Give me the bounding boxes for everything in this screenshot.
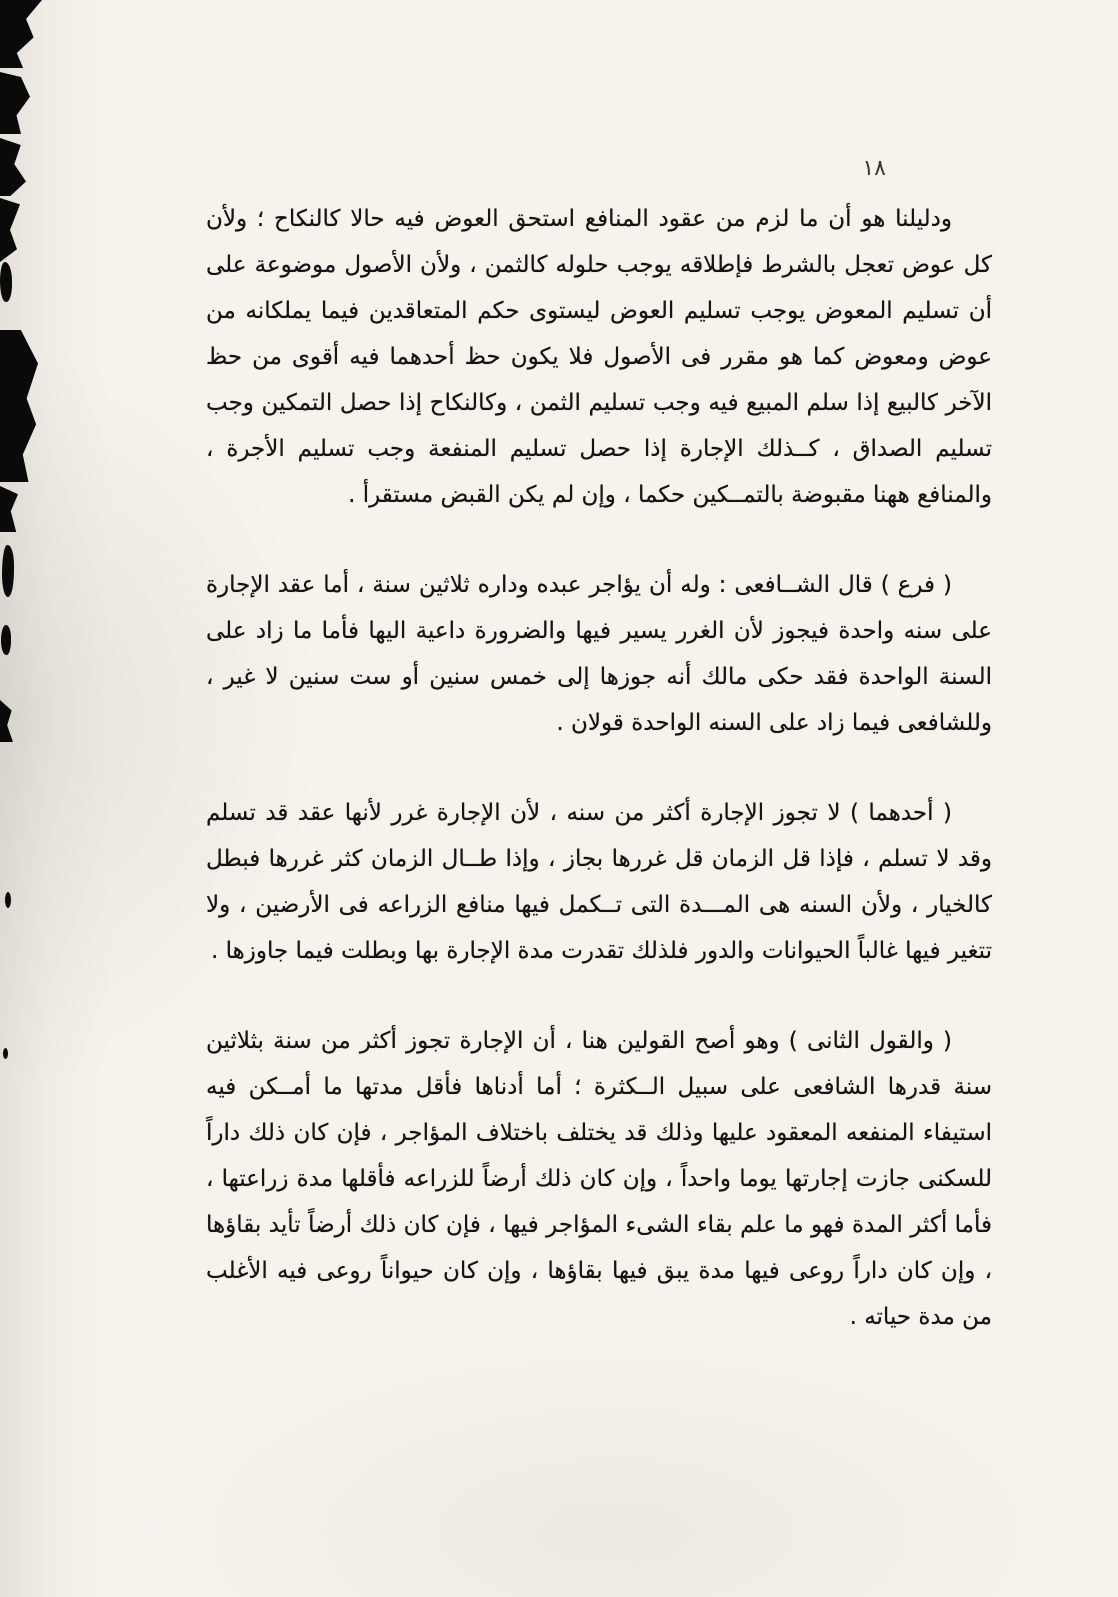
ink-smudge (0, 700, 13, 742)
ink-smudge (0, 138, 26, 196)
ink-smudge (0, 330, 38, 482)
ink-smudge (0, 486, 18, 532)
paragraph: ( فرع ) قال الشــافعى : وله أن يؤاجر عبده وداره ثلاثين سنة ، أما عقد الإجارة على سنه واحدة فيجوز لأن الغرر يسير فيها والضرورة داعية اليها فأما ما زاد على السنة الواحدة فقد حكى مالك أنه جوزها إلى خمس سنين أو ست سنين لا غير ، وللشافعى فيما زاد على السنه الواحدة قولان . (206, 572, 992, 736)
paragraph: ( والقول الثانى ) وهو أصح القولين هنا ، أن الإجارة تجوز أكثر من سنة بثلاثين سنة قدرها الشافعى على سبيل الــكثرة ؛ أما أدناها فأقل مدتها ما أمــكن فيه استيفاء المنفعه المعقود عليها وذلك قد يختلف باختلاف المؤاجر ، فإن كان ذلك داراً للسكنى جازت إجارتها يوما واحداً ، وإن كان ذلك أرضاً للزراعه فأقلها مدة زراعتها ، فأما أكثر المدة فهو ما علم بقاء الشىء المؤاجر فيها ، فإن كان ذلك أرضاً تأيد بقاؤها ، وإن كان داراً روعى فيها مدة يبق فيها بقاؤها ، وإن كان حيواناً روعى فيه الأغلب من مدة حياته . (206, 1028, 992, 1330)
paragraph: ودليلنا هو أن ما لزم من عقود المنافع استحق العوض فيه حالا كالنكاح ؛ ولأن كل عوض تعجل بالشرط فإطلاقه يوجب حلوله كالثمن ، ولأن الأصول موضوعة على أن تسليم المعوض يوجب تسليم العوض ليستوى حكم المتعاقدين فيما يملكانه من عوض ومعوض كما هو مقرر فى الأصول فلا يكون حظ أحدهما فيه أقوى من حظ الآخر كالبيع إذا سلم المبيع فيه وجب تسليم الثمن ، وكالنكاح إذا حصل التمكين وجب تسليم الصداق ، كــذلك الإجارة إذا حصل تسليم المنفعة وجب تسليم الأجرة ، والمنافع ههنا مقبوضة بالتمــكين حكما ، وإن لم يكن القبض مستقرأ . (206, 206, 992, 508)
ink-smudge (1, 625, 11, 655)
ink-smudge (0, 72, 30, 134)
page-number: ١٨ (862, 156, 886, 181)
ink-smudge (5, 892, 11, 908)
ink-smudge (0, 0, 42, 68)
body-text (206, 196, 992, 1340)
paragraph: ( أحدهما ) لا تجوز الإجارة أكثر من سنه ، لأن الإجارة غرر لأنها عقد قد تسلم وقد لا تسلم ، فإذا قل الزمان قل غررها بجاز ، وإذا طــال الزمان كثر غررها فبطل كالخيار ، ولأن السنه هى المـــدة التى تــكمل فيها منافع الزراعه فى الأرضين ، ولا تتغير فيها غالباً الحيوانات والدور فلذلك تقدرت مدة الإجارة بها وبطلت فيما جاوزها . (206, 800, 992, 964)
ink-smudge (0, 262, 12, 302)
ink-smudge (2, 545, 14, 597)
ink-smudge (0, 198, 20, 262)
ink-smudge (3, 1048, 8, 1059)
